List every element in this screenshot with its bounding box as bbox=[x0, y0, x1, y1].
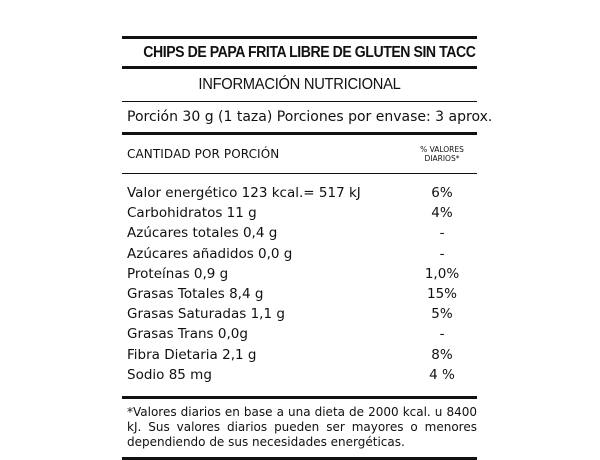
nutrient-daily-value: 1,0% bbox=[424, 265, 460, 282]
nutrient-daily-value: 15% bbox=[426, 286, 457, 303]
nutrient-daily-value: - bbox=[439, 225, 445, 242]
nutrient-name: Azúcares añadidos 0,0 g bbox=[127, 245, 293, 262]
nutrient-row-trans-fat bbox=[122, 324, 477, 344]
nutrient-rows bbox=[122, 174, 477, 396]
daily-values-header bbox=[411, 145, 473, 163]
nutrient-row-carbohydrates bbox=[122, 203, 477, 223]
nutrient-daily-value: 8% bbox=[431, 346, 453, 363]
nutrient-row-added-sugars bbox=[122, 244, 477, 264]
nutrient-name: Grasas Totales 8,4 g bbox=[127, 286, 264, 303]
column-header bbox=[122, 135, 477, 173]
bottom-thick-rule bbox=[122, 457, 477, 460]
nutrient-name: Azúcares totales 0,4 g bbox=[127, 225, 278, 242]
nutrient-name: Grasas Trans 0,0g bbox=[127, 326, 248, 343]
nutrient-daily-value: - bbox=[439, 245, 445, 262]
nutrient-name: Proteínas 0,9 g bbox=[127, 265, 229, 282]
nutrient-row-proteins bbox=[122, 264, 477, 284]
nutrient-row-dietary-fiber bbox=[122, 345, 477, 365]
nutrient-row-total-fat bbox=[122, 284, 477, 304]
amount-per-serving-header: CANTIDAD POR PORCIÓN bbox=[127, 147, 280, 161]
nutrition-facts-label bbox=[122, 36, 493, 460]
nutrient-daily-value: 6% bbox=[431, 185, 453, 202]
nutrient-name: Valor energético 123 kcal.= 517 kJ bbox=[127, 185, 361, 202]
daily-values-footnote: *Valores diarios en base a una dieta de 2000 kcal. u 8400 kJ. Sus valores diarios pueden ser mayores o menores dependiendo de sus necesidades energéticas. bbox=[127, 404, 477, 449]
nutrient-name: Fibra Dietaria 2,1 g bbox=[127, 346, 257, 363]
nutrient-name: Grasas Saturadas 1,1 g bbox=[127, 306, 285, 323]
portion-info: Porción 30 g (1 taza) Porciones por envase: 3 aprox. bbox=[127, 109, 493, 125]
product-title: CHIPS DE PAPA FRITA LIBRE DE GLUTEN SIN TACC bbox=[143, 44, 476, 61]
nutrient-row-energy bbox=[122, 183, 477, 203]
nutrient-row-total-sugars bbox=[122, 223, 477, 243]
daily-values-header-line2: DIARIOS* bbox=[424, 154, 460, 163]
nutrient-daily-value: 5% bbox=[431, 306, 453, 323]
nutrient-daily-value: 4 % bbox=[429, 366, 455, 383]
nutrient-daily-value: - bbox=[439, 326, 445, 343]
nutrient-name: Sodio 85 mg bbox=[127, 366, 212, 383]
nutrient-row-saturated-fat bbox=[122, 304, 477, 324]
nutrient-name: Carbohidratos 11 g bbox=[127, 205, 257, 222]
nutrition-heading: INFORMACIÓN NUTRICIONAL bbox=[198, 76, 401, 93]
nutrient-row-sodium bbox=[122, 365, 477, 385]
nutrient-daily-value: 4% bbox=[431, 205, 453, 222]
daily-values-header-line1: % VALORES bbox=[420, 145, 464, 154]
